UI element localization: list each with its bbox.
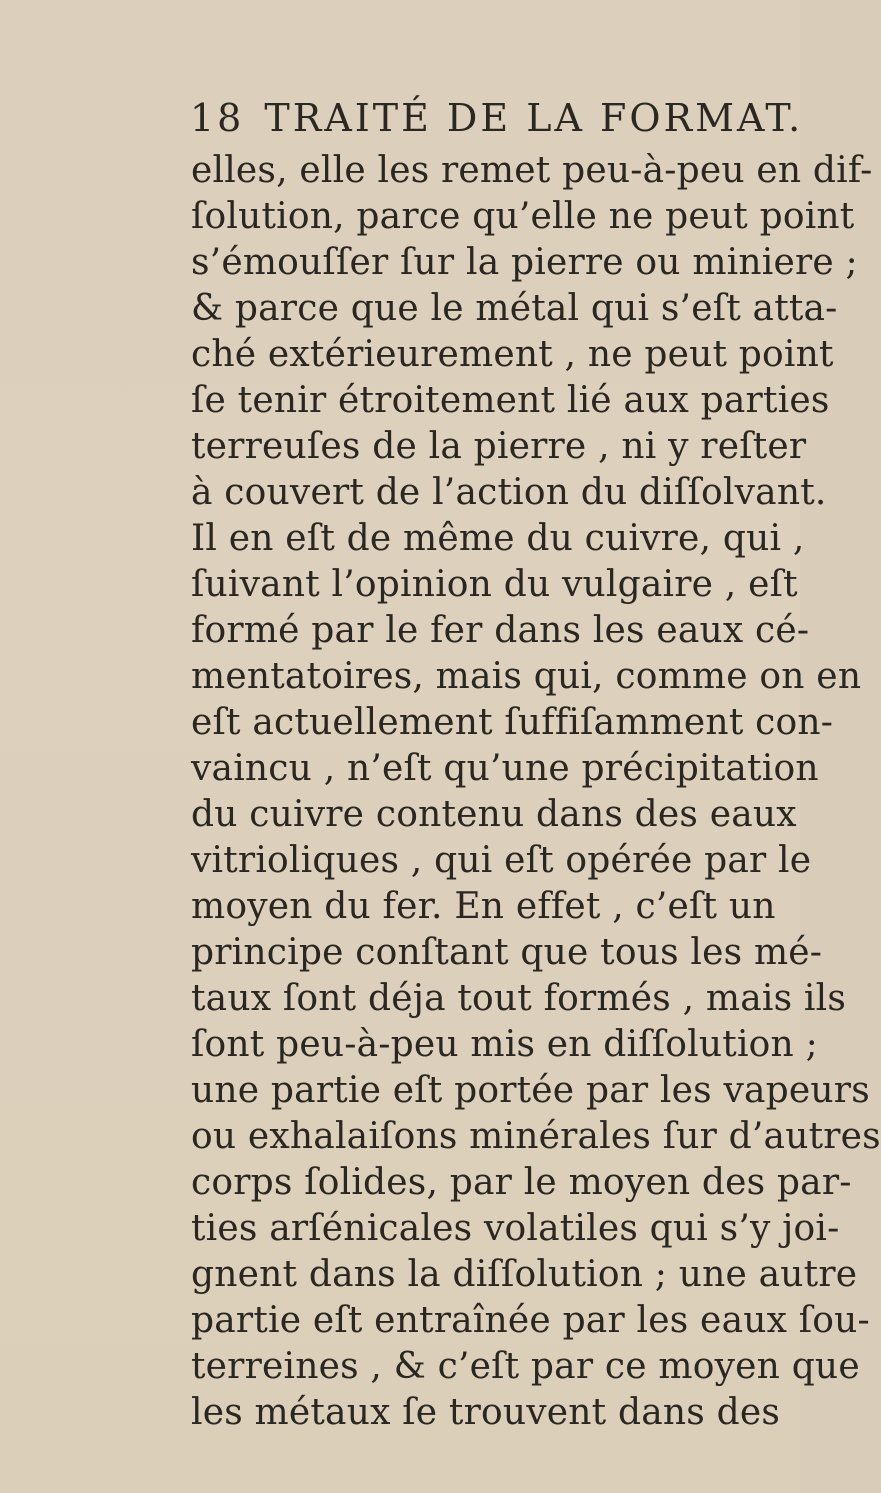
text-line: terreines , & c’eſt par ce moyen que xyxy=(191,1346,860,1387)
text-line: ſolution, parce qu’elle ne peut point xyxy=(191,196,855,237)
text-line: moyen du fer. En effet , c’eſt un xyxy=(191,886,776,927)
text-line: corps ſolides, par le moyen des par- xyxy=(191,1162,852,1203)
text-line: Il en eſt de même du cuivre, qui , xyxy=(191,518,805,559)
text-line: principe conſtant que tous les mé- xyxy=(191,932,823,973)
text-line: elles, elle les remet peu-à-peu en dif- xyxy=(191,150,873,191)
text-line: ſe tenir étroitement lié aux parties xyxy=(191,380,830,421)
text-line: s’émouſſer ſur la pierre ou miniere ; xyxy=(191,242,858,283)
running-header xyxy=(190,96,803,140)
text-line: mentatoires, mais qui, comme on en xyxy=(191,656,862,697)
text-line: formé par le fer dans les eaux cé- xyxy=(191,610,810,651)
text-line: ſuivant l’opinion du vulgaire , eſt xyxy=(191,564,798,605)
text-line: & parce que le métal qui s’eſt atta- xyxy=(191,288,838,329)
text-line: taux ſont déja tout formés , mais ils xyxy=(191,978,846,1019)
page-number: 18 xyxy=(190,96,245,140)
text-line: une partie eſt portée par les vapeurs xyxy=(191,1070,870,1111)
text-line: gnent dans la diſſolution ; une autre xyxy=(191,1254,858,1295)
text-line: partie eſt entraînée par les eaux ſou- xyxy=(191,1300,870,1341)
text-line: ché extérieurement , ne peut point xyxy=(191,334,834,375)
running-title: TRAITÉ DE LA FORMAT. xyxy=(264,96,804,140)
text-line: vaincu , n’eſt qu’une précipitation xyxy=(191,748,819,789)
text-line: les métaux ſe trouvent dans des xyxy=(191,1392,781,1433)
text-line: terreuſes de la pierre , ni y reſter xyxy=(191,426,807,467)
text-line: à couvert de l’action du diſſolvant. xyxy=(191,472,827,513)
text-line: ties arſénicales volatiles qui s’y joi- xyxy=(191,1208,840,1249)
text-line: ou exhalaiſons minérales ſur d’autres xyxy=(191,1116,881,1157)
text-line: du cuivre contenu dans des eaux xyxy=(191,794,797,835)
text-line: eſt actuellement ſuffiſamment con- xyxy=(191,702,834,743)
body-text xyxy=(191,148,881,1436)
text-line: ſont peu-à-peu mis en diſſolution ; xyxy=(191,1024,818,1065)
text-line: vitrioliques , qui eſt opérée par le xyxy=(191,840,812,881)
